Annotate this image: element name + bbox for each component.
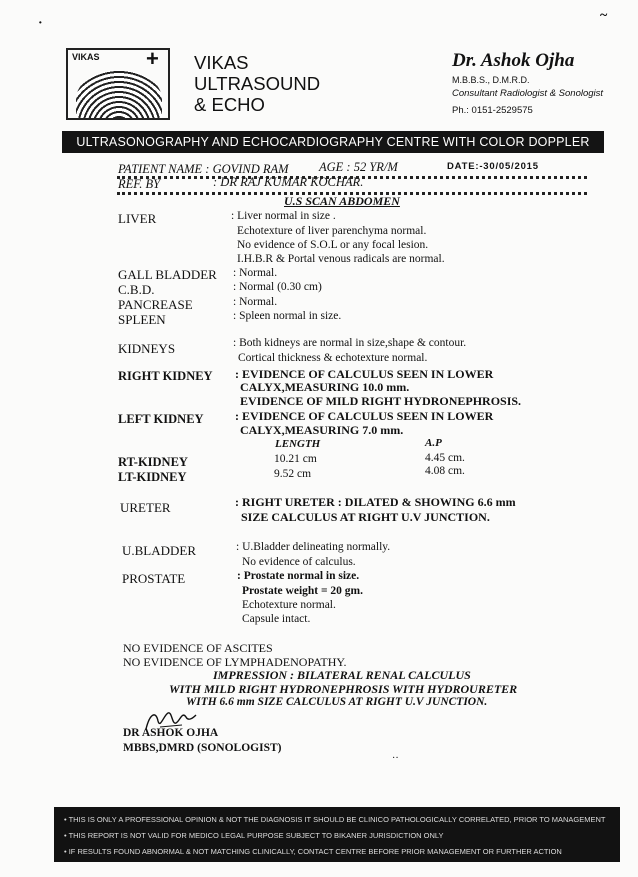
liver-finding: No evidence of S.O.L or any focal lesion. — [237, 239, 429, 251]
ascites-finding: NO EVIDENCE OF ASCITES — [123, 641, 273, 655]
impression-line: WITH MILD RIGHT HYDRONEPHROSIS WITH HYDROURETER — [169, 682, 518, 696]
scan-mark: ~ — [600, 8, 608, 23]
scan-title: U.S SCAN ABDOMEN — [284, 194, 400, 208]
pancreas-label: PANCREASE — [118, 297, 193, 312]
left-kidney-label: LEFT KIDNEY — [118, 412, 204, 426]
plus-icon: + — [146, 48, 159, 71]
liver-finding: : Liver normal in size . — [231, 210, 336, 222]
doctor-degrees: M.B.B.S., D.M.R.D. — [452, 75, 530, 85]
lymph-finding: NO EVIDENCE OF LYMPHADENOPATHY. — [123, 655, 347, 669]
right-kidney-finding: CALYX,MEASURING 10.0 mm. — [240, 380, 410, 394]
table-header-length: LENGTH — [275, 438, 321, 450]
prostate-finding: Prostate weight = 20 gm. — [242, 585, 363, 597]
gall-bladder-label: GALL BLADDER — [118, 267, 217, 282]
right-kidney-finding: EVIDENCE OF MILD RIGHT HYDRONEPHROSIS. — [240, 394, 522, 408]
prostate-finding: Echotexture normal. — [242, 599, 336, 611]
liver-label: LIVER — [118, 211, 157, 226]
signatory-degree: MBBS,DMRD (SONOLOGIST) — [123, 742, 282, 754]
ureter-finding: SIZE CALCULUS AT RIGHT U.V JUNCTION. — [241, 510, 490, 524]
centre-name: VIKAS ULTRASOUND & ECHO — [194, 52, 321, 115]
bladder-label: U.BLADDER — [122, 543, 197, 558]
doctor-name: Dr. Ashok Ojha — [452, 50, 575, 71]
impression-line: WITH 6.6 mm SIZE CALCULUS AT RIGHT U.V JUNCTION. — [186, 696, 488, 708]
centre-logo — [66, 48, 170, 120]
table-header-ap: A.P — [425, 437, 442, 449]
kidneys-finding: Cortical thickness & echotexture normal. — [238, 352, 428, 364]
doctor-designation: Consultant Radiologist & Sonologist — [452, 88, 604, 99]
lt-kidney-label: LT-KIDNEY — [118, 470, 187, 484]
footer-disclaimer — [54, 807, 620, 862]
disclaimer-line: • THIS REPORT IS NOT VALID FOR MEDICO LEGAL PURPOSE SUBJECT TO BIKANER JURISDICTION ONLY — [64, 831, 444, 840]
left-kidney-finding: CALYX,MEASURING 7.0 mm. — [240, 423, 404, 437]
ultrasound-fan-icon — [76, 70, 162, 120]
dotted-divider — [117, 176, 587, 179]
centre-banner: ULTRASONOGRAPHY AND ECHOCARDIOGRAPHY CENTRE WITH COLOR DOPPLER — [62, 131, 604, 153]
left-kidney-finding: : EVIDENCE OF CALCULUS SEEN IN LOWER — [235, 409, 494, 423]
cbd-label: C.B.D. — [118, 282, 155, 297]
impression-line: IMPRESSION : BILATERAL RENAL CALCULUS — [213, 668, 471, 682]
referred-by-value: : DR RAJ KUMAR KOCHAR. — [213, 175, 364, 189]
liver-finding: Echotexture of liver parenchyma normal. — [237, 225, 427, 237]
scan-mark: · — [38, 16, 43, 31]
rt-kidney-ap: 4.45 cm. — [425, 452, 465, 464]
kidneys-label: KIDNEYS — [118, 341, 176, 356]
kidneys-finding: : Both kidneys are normal in size,shape & contour. — [233, 337, 467, 349]
spleen-label: SPLEEN — [118, 312, 166, 327]
report-date: DATE:-30/05/2015 — [447, 161, 539, 172]
phone-number: Ph.: 0151-2529575 — [452, 105, 533, 116]
disclaimer-line: • THIS IS ONLY A PROFESSIONAL OPINION & NOT THE DIAGNOSIS IT SHOULD BE CLINICO PATHOLOGICALLY CORRELATED, PRIOR TO MANAGEMENT — [64, 815, 606, 824]
prostate-label: PROSTATE — [122, 571, 186, 586]
bladder-finding: No evidence of calculus. — [242, 556, 356, 568]
rt-kidney-length: 10.21 cm — [274, 453, 317, 465]
bladder-finding: : U.Bladder delineating normally. — [236, 541, 391, 553]
rt-kidney-label: RT-KIDNEY — [118, 455, 188, 469]
disclaimer-line: • IF RESULTS FOUND ABNORMAL & NOT MATCHING CLINICALLY, CONTACT CENTRE BEFORE PRIOR MANAGEMENT OR FURTHER ACTION — [64, 847, 562, 856]
gall-bladder-finding: : Normal. — [233, 267, 278, 279]
patient-age: AGE : 52 YR/M — [319, 160, 398, 174]
referred-by-label: REF. BY — [118, 177, 161, 191]
ureter-finding: : RIGHT URETER : DILATED & SHOWING 6.6 mm — [235, 495, 516, 509]
prostate-finding: Capsule intact. — [242, 613, 311, 625]
spleen-finding: : Spleen normal in size. — [233, 310, 342, 322]
scan-mark: ·· — [392, 753, 399, 764]
right-kidney-finding: : EVIDENCE OF CALCULUS SEEN IN LOWER — [235, 367, 494, 381]
ureter-label: URETER — [120, 500, 171, 515]
lt-kidney-length: 9.52 cm — [274, 468, 312, 480]
cbd-finding: : Normal (0.30 cm) — [233, 281, 322, 293]
signatory-name: DR ASHOK OJHA — [123, 727, 219, 739]
patient-name: PATIENT NAME : GOVIND RAM — [118, 162, 289, 176]
liver-finding: I.H.B.R & Portal venous radicals are normal. — [237, 253, 445, 265]
prostate-finding: : Prostate normal in size. — [237, 570, 360, 582]
pancreas-finding: : Normal. — [233, 296, 278, 308]
right-kidney-label: RIGHT KIDNEY — [118, 369, 213, 383]
logo-word: VIKAS — [72, 52, 100, 62]
lt-kidney-ap: 4.08 cm. — [425, 465, 465, 477]
